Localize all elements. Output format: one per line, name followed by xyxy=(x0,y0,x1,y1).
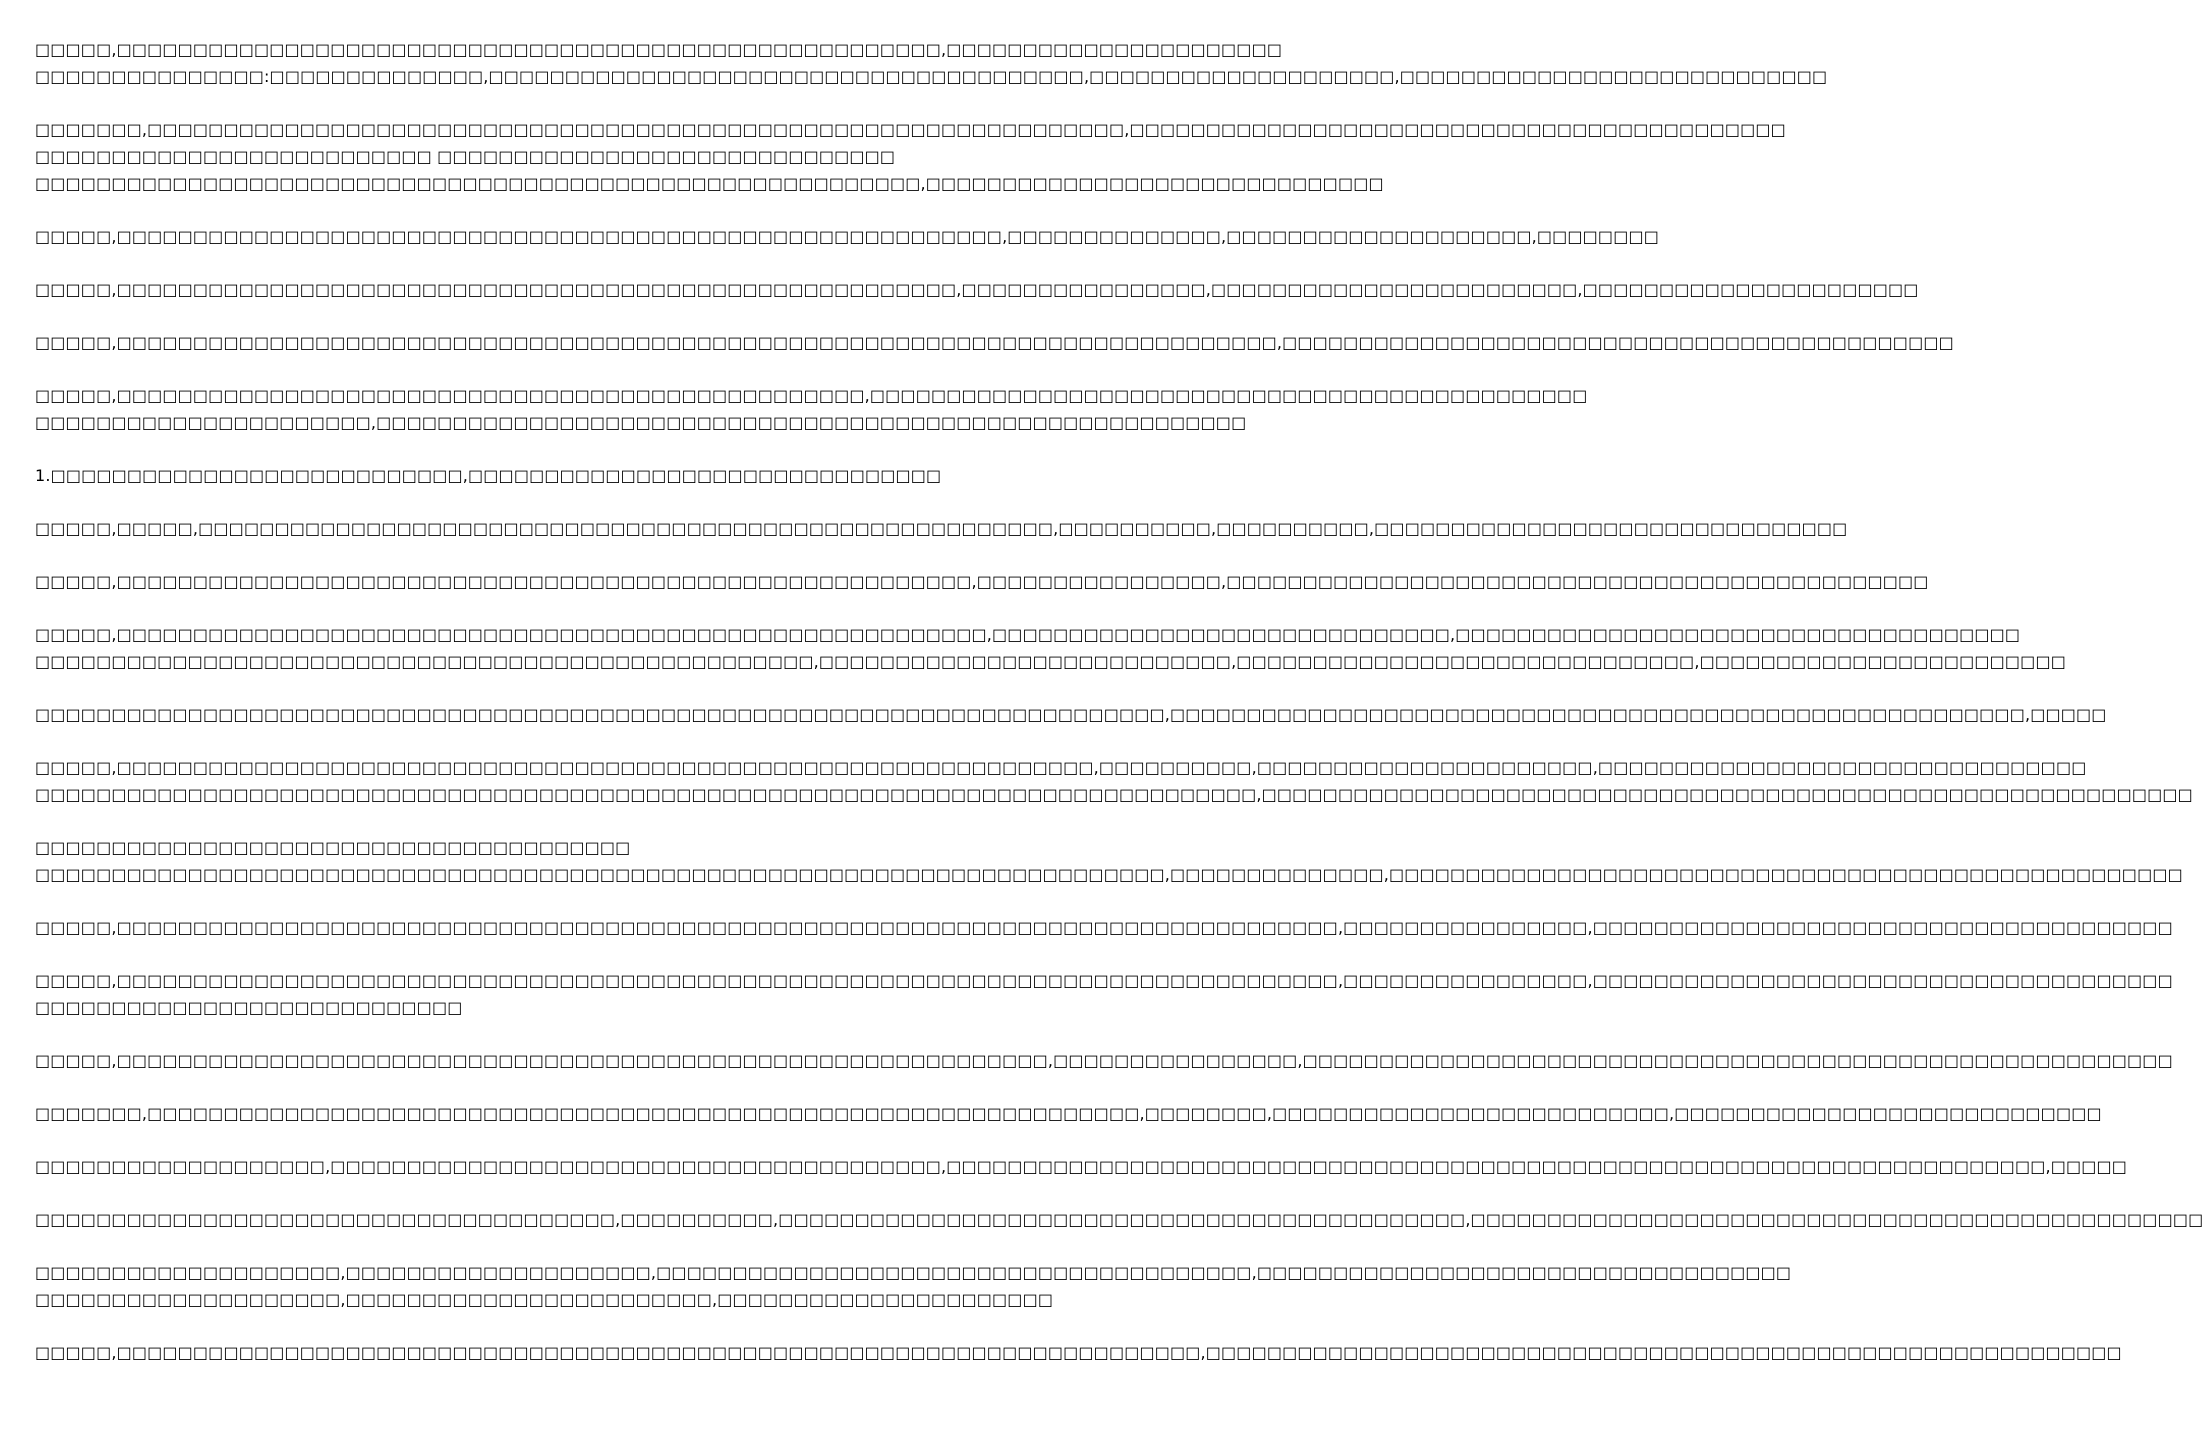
text-line: 1.□□□□□□□□□□□□□□□□□□□□□□□□□□□,□□□□□□□□□□□□□□□□□□□□□□□□□□□□□□□ xyxy=(35,466,942,485)
paragraph xyxy=(35,1259,1792,1313)
paragraph xyxy=(35,754,2193,808)
text-line: □□□□□,□□□□□□□□□□□□□□□□□□□□□□□□□□□□□□□□□□□□□□□□□□□□□□□□□□□□□□□□□□□□□□□□□□□□□□□□□□□□□□□□,□□□□□□□□□□□□□□□□,□□□□□□□□□□□□□□□□□□□□□□□□□□□□□□□□□□□□□□ xyxy=(35,918,2173,937)
paragraph xyxy=(35,1206,2203,1233)
paragraph xyxy=(35,914,2173,941)
text-line: □□□□□,□□□□□□□□□□□□□□□□□□□□□□□□□□□□□□□□□□□□□□□□□□□□□□□□□□□□□□□□□□□□□□□□□□□□□□□□□□□□□□□□,□□□□□□□□□□□□□□□□,□□□□□□□□□□□□□□□□□□□□□□□□□□□□□□□□□□□□□□ xyxy=(35,971,2173,990)
paragraph xyxy=(35,1339,2122,1366)
text-line: □□□□□,□□□□□□□□□□□□□□□□□□□□□□□□□□□□□□□□□□□□□□□□□□□□□□□□□□□□□□□□□□□□□,□□□□□□□□□□□□□□□□,□□□□□□□□□□□□□□□□□□□□□□□□□□□□□□□□□□□□□□□□□□□□□□□□□□□□□□□□□ xyxy=(35,1051,2173,1070)
text-line: □□□□□□□□□□□□□□□□□□□,□□□□□□□□□□□□□□□□□□□□□□□□□□□□□□□□□□□□□□□□,□□□□□□□□□□□□□□□□□□□□□□□□□□□□□□□□□□□□□□□□□□□□□□□□□□□□□□□□□□□□□□□□□□□□□□□□,□□□□□ xyxy=(35,1157,2128,1176)
paragraph xyxy=(35,701,2107,728)
text-line: □□□□□□□□□□□□□□□□□□□□,□□□□□□□□□□□□□□□□□□□□,□□□□□□□□□□□□□□□□□□□□□□□□□□□□□□□□□□□□□□□,□□□□□□□□□□□□□□□□□□□□□□□□□□□□□□□□□□□ xyxy=(35,1263,1792,1282)
paragraph xyxy=(35,276,1919,303)
paragraph xyxy=(35,834,2183,888)
paragraph xyxy=(35,1047,2173,1074)
paragraph xyxy=(35,515,1848,542)
numbered-heading xyxy=(35,462,990,489)
paragraph xyxy=(35,223,1659,250)
text-line: □□□□□,□□□□□□□□□□□□□□□□□□□□□□□□□□□□□□□□□□□□□□□□□□□□□□□□□□□□□□,□□□□□□□□□□□□□□□□□□□□□□ xyxy=(35,40,1283,59)
paragraph xyxy=(35,621,2066,675)
text-line: □□□□□,□□□□□□□□□□□□□□□□□□□□□□□□□□□□□□□□□□□□□□□□□□□□□□□□□□□□□□□□□,□□□□□□□□□□□□□□□□□□□□□□□□□□□□□□,□□□□□□□□□□□□□□□□□□□□□□□□□□□□□□□□□□□□□ xyxy=(35,625,2021,644)
text-line: □□□□□□□□□□□□□□□□□□□□□□□□□□□□□□□□□□□□□□□□□□□□□□□□□□□□□□□□□□□□□□□□□□□□□□□□□□,□□□□□□□□□□□□□□,□□□□□□□□□□□□□□□□□□□□□□□□□□□□□□□□□□□□□□□□□□□□□□□□□□□□ xyxy=(35,865,2183,884)
text-line: □□□□□,□□□□□□□□□□□□□□□□□□□□□□□□□□□□□□□□□□□□□□□□□□□□□□□□□□□□□□□□□□□□□□□□,□□□□□□□□□□,□□□□□□□□□□□□□□□□□□□□□□,□□□□□□□□□□□□□□□□□□□□□□□□□□□□□□□□ xyxy=(35,758,2087,777)
paragraph xyxy=(35,329,1954,356)
text-line: □□□□□,□□□□□□□□□□□□□□□□□□□□□□□□□□□□□□□□□□□□□□□□□□□□□□□□□,□□□□□□□□□□□□□□□□□□□□□□□□□□□□□□□□□□□□□□□□□□□□□□□ xyxy=(35,386,1588,405)
paragraph xyxy=(35,967,2173,1021)
text-line: □□□□□□□□□□□□□□□:□□□□□□□□□□□□□□,□□□□□□□□□□□□□□□□□□□□□□□□□□□□□□□□□□□□□□□,□□□□□□□□□□□□□□□□□□□□,□□□□□□□□□□□□□□□□□□□□□□□□□□□□ xyxy=(35,67,1828,86)
text-line: □□□□□,□□□□□□□□□□□□□□□□□□□□□□□□□□□□□□□□□□□□□□□□□□□□□□□□□□□□□□□□,□□□□□□□□□□□□□□□□,□□□□□□□□□□□□□□□□□□□□□□□□□□□□□□□□□□□□□□□□□□□□□□ xyxy=(35,572,1929,591)
paragraph xyxy=(35,116,1786,197)
paragraph xyxy=(35,382,1588,436)
text-line: □□□□□□□□□□□□□□□□□□□□□□□□□□□□□□□□□□□□□□,□□□□□□□□□□,□□□□□□□□□□□□□□□□□□□□□□□□□□□□□□□□□□□□□□□□□□□□□,□□□□□□□□□□□□□□□□□□□□□□□□□□□□□□□□□□□□□□□□□□□□□□□□ xyxy=(35,1210,2203,1229)
text-line: □□□□□□□□□□□□□□□□□□□□□□□□□□□□ xyxy=(35,998,463,1017)
text-line: □□□□□,□□□□□□□□□□□□□□□□□□□□□□□□□□□□□□□□□□□□□□□□□□□□□□□□□□□□□□□□□□□□□□□□□□□□□□□□□□□□,□□□□□□□□□□□□□□□□□□□□□□□□□□□□□□□□□□□□□□□□□□□□ xyxy=(35,333,1954,352)
text-line: □□□□□□□□□□□□□□□□□□□□□□□□□□□□□□□□□□□□□□□□□□□□□□□□□□□□□□□□□□□□□□□□□□□□□□□□□□,□□□□□□□□□□□□□□□□□□□□□□□□□□□□□□□□□□□□□□□□□□□□□□□□□□□□□□□□,□□□□□ xyxy=(35,705,2107,724)
paragraph xyxy=(35,1153,2128,1180)
text-line: □□□□□,□□□□□□□□□□□□□□□□□□□□□□□□□□□□□□□□□□□□□□□□□□□□□□□□□□□□□□□□□□□□□□□□□□□□□□□,□□□□□□□□□□□□□□□□□□□□□□□□□□□□□□□□□□□□□□□□□□□□□□□□□□□□□□□□□□□□ xyxy=(35,1343,2122,1362)
text-line: □□□□□□□□□□□□□□□□□□□□□□□□□□ □□□□□□□□□□□□□□□□□□□□□□□□□□□□□□ xyxy=(35,147,896,166)
text-line: □□□□□□□□□□□□□□□□□□□□□□,□□□□□□□□□□□□□□□□□□□□□□□□□□□□□□□□□□□□□□□□□□□□□□□□□□□□□□□□□ xyxy=(35,413,1247,432)
text-line: □□□□□□□□□□□□□□□□□□□□□□□□□□□□□□□□□□□□□□□□□□□□□□□□□□□,□□□□□□□□□□□□□□□□□□□□□□□□□□□,□□□□□□□□□□□□□□□□□□□□□□□□□□□□□□,□□□□□□□□□□□□□□□□□□□□□□□□ xyxy=(35,652,2066,671)
text-line: □□□□□□□□□□□□□□□□□□□□,□□□□□□□□□□□□□□□□□□□□□□□□,□□□□□□□□□□□□□□□□□□□□□□ xyxy=(35,1290,1054,1309)
text-line: □□□□□,□□□□□,□□□□□□□□□□□□□□□□□□□□□□□□□□□□□□□□□□□□□□□□□□□□□□□□□□□□□□□□,□□□□□□□□□□,□□□□□□□□□□,□□□□□□□□□□□□□□□□□□□□□□□□□□□□□□□ xyxy=(35,519,1848,538)
document-body xyxy=(35,36,2203,1392)
paragraph xyxy=(35,568,1929,595)
text-line: □□□□□□□,□□□□□□□□□□□□□□□□□□□□□□□□□□□□□□□□□□□□□□□□□□□□□□□□□□□□□□□□□□□□□□□□,□□□□□□□□□□□□□□□□□□□□□□□□□□□□□□□□□□□□□□□□□□□ xyxy=(35,120,1786,139)
text-line: □□□□□□□□□□□□□□□□□□□□□□□□□□□□□□□□□□□□□□□□□□□□□□□□□□□□□□□□□□,□□□□□□□□□□□□□□□□□□□□□□□□□□□□□□ xyxy=(35,174,1384,193)
text-line: □□□□□,□□□□□□□□□□□□□□□□□□□□□□□□□□□□□□□□□□□□□□□□□□□□□□□□□□□□□□□□□□,□□□□□□□□□□□□□□,□□□□□□□□□□□□□□□□□□□□,□□□□□□□□ xyxy=(35,227,1659,246)
text-line: □□□□□□□,□□□□□□□□□□□□□□□□□□□□□□□□□□□□□□□□□□□□□□□□□□□□□□□□□□□□□□□□□□□□□□□□□,□□□□□□□□,□□□□□□□□□□□□□□□□□□□□□□□□□□,□□□□□□□□□□□□□□□□□□□□□□□□□□□□ xyxy=(35,1104,2102,1123)
text-line: □□□□□,□□□□□□□□□□□□□□□□□□□□□□□□□□□□□□□□□□□□□□□□□□□□□□□□□□□□□□□,□□□□□□□□□□□□□□□□,□□□□□□□□□□□□□□□□□□□□□□□□,□□□□□□□□□□□□□□□□□□□□□□ xyxy=(35,280,1919,299)
paragraph xyxy=(35,1100,2102,1127)
text-line: □□□□□□□□□□□□□□□□□□□□□□□□□□□□□□□□□□□□□□□□□□□□□□□□□□□□□□□□□□□□□□□□□□□□□□□□□□□□□□□□,□□□□□□□□□□□□□□□□□□□□□□□□□□□□□□□□□□□□□□□□□□□□□□□□□□□□□□□□□□□□□ xyxy=(35,785,2193,804)
text-line: □□□□□□□□□□□□□□□□□□□□□□□□□□□□□□□□□□□□□□□ xyxy=(35,838,631,857)
paragraph xyxy=(35,36,1828,90)
